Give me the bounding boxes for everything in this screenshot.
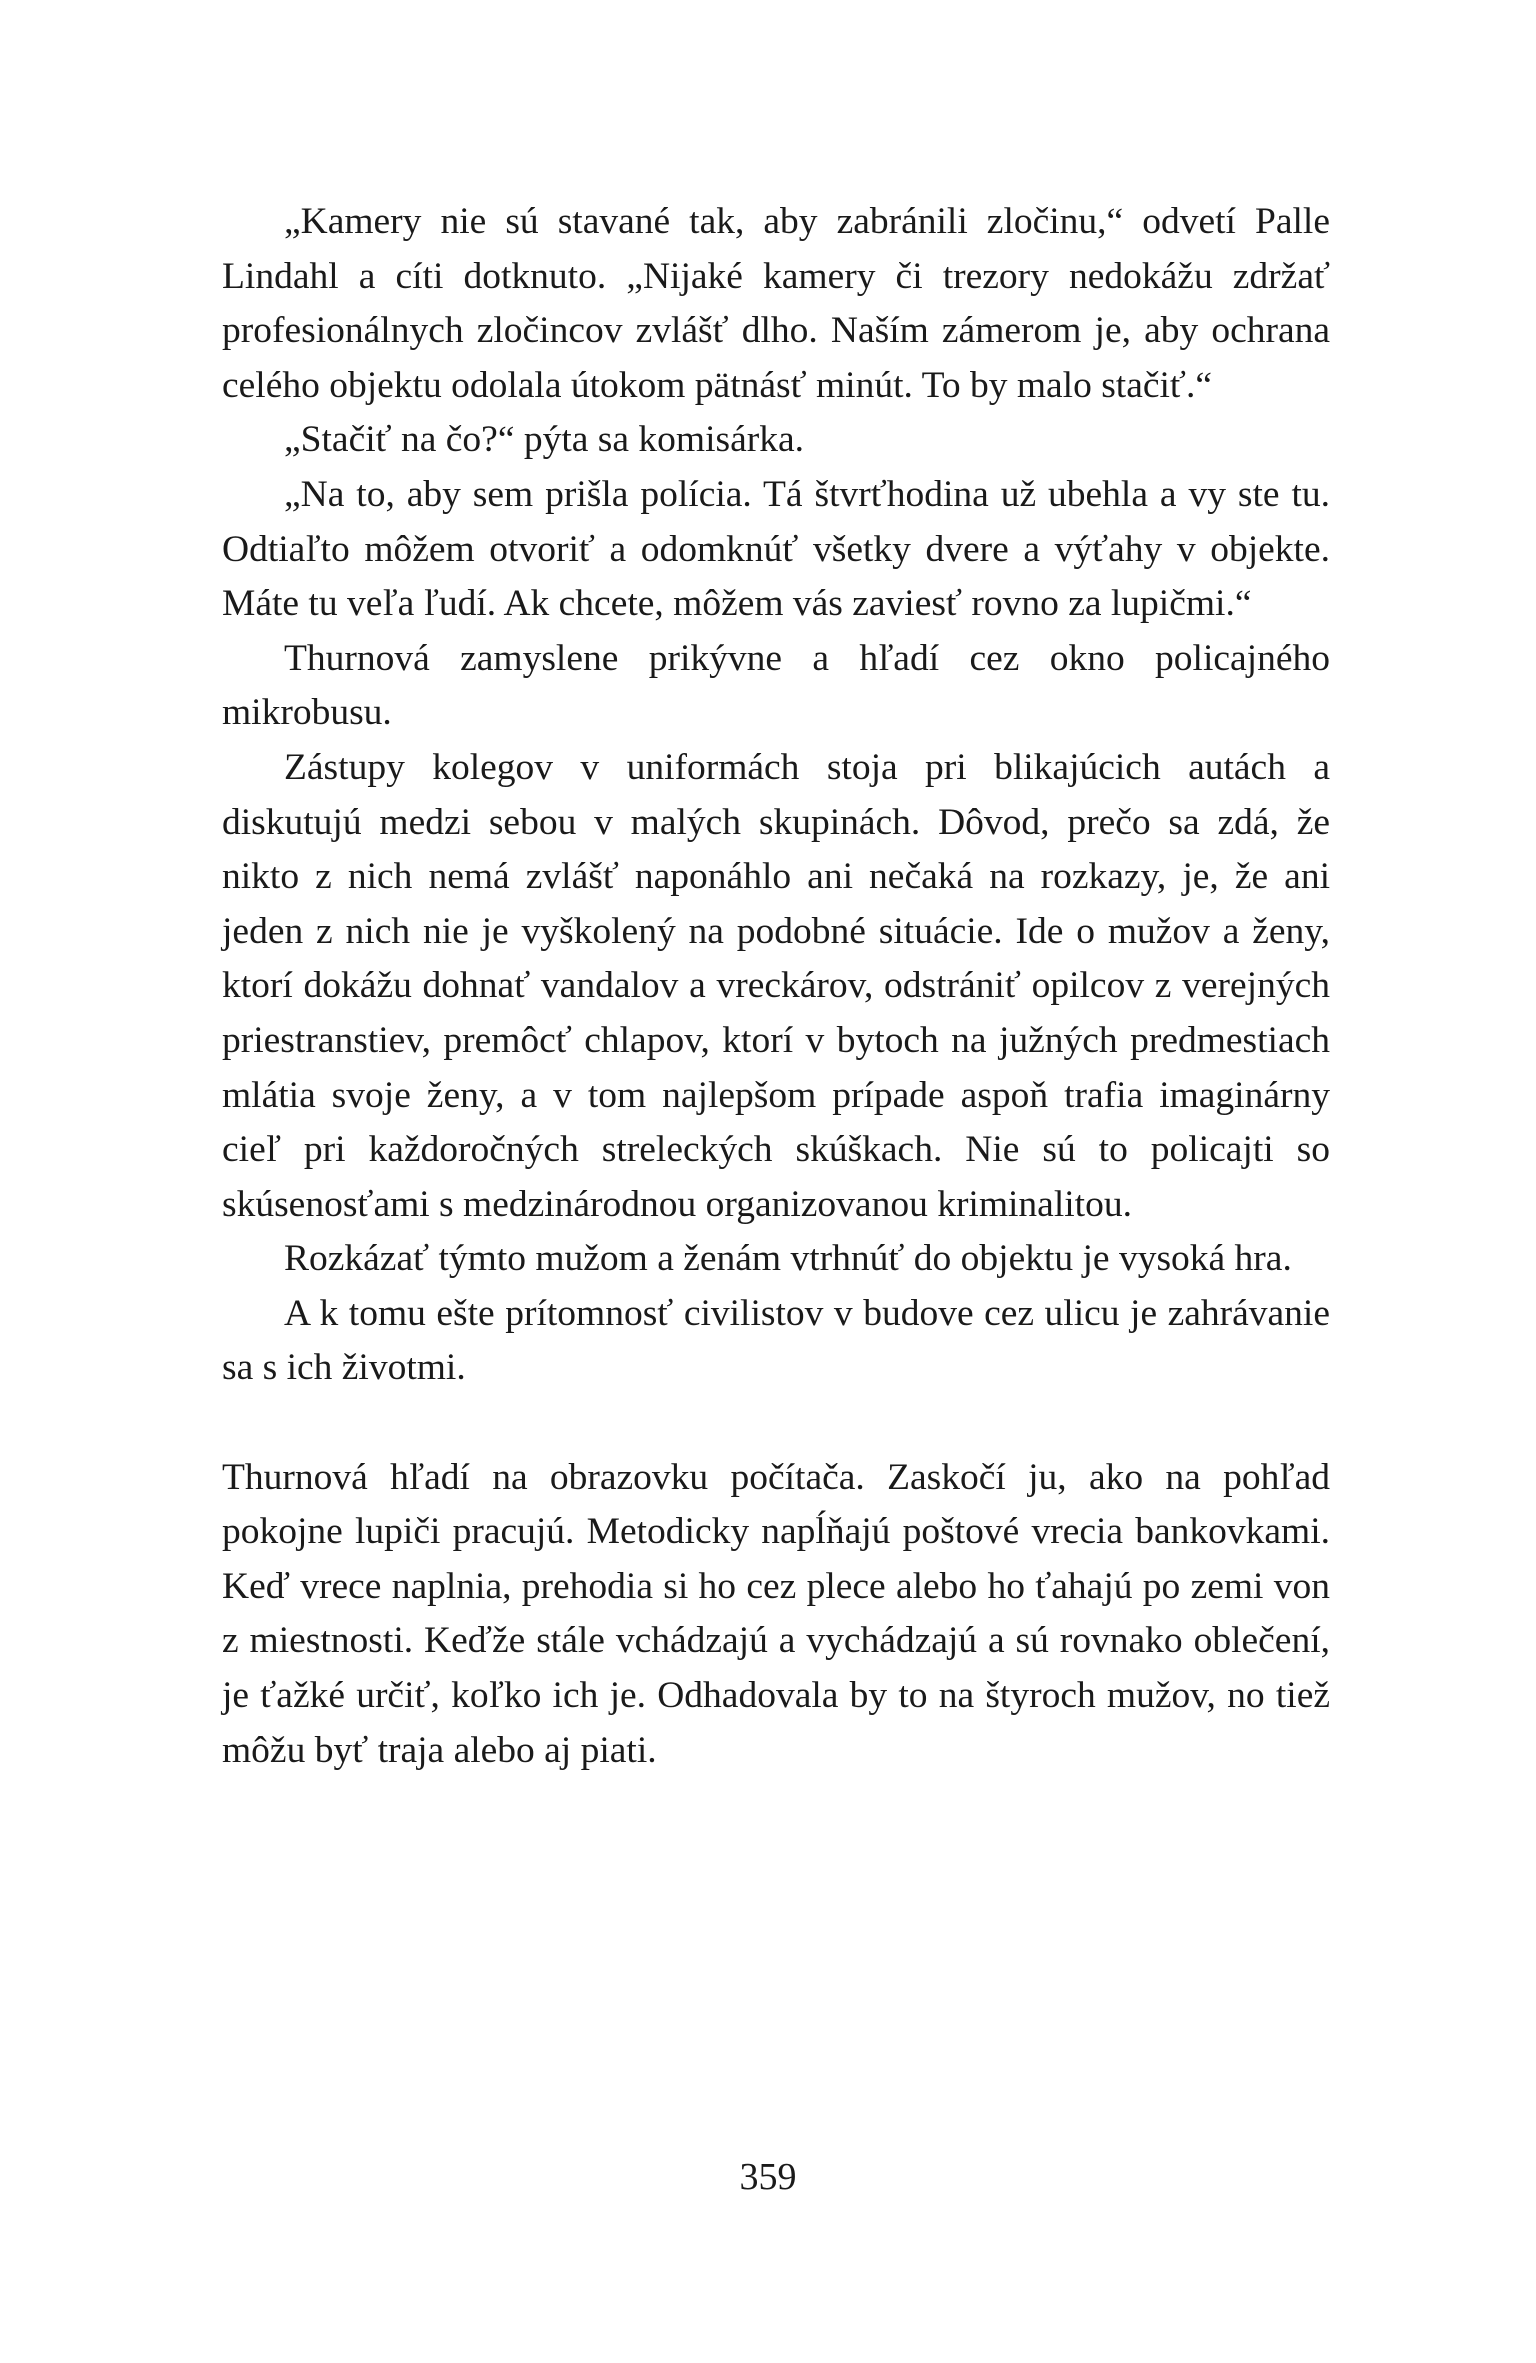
paragraph-5: Zástupy kolegov v uniformách stoja pri blikajúcich autách a diskutujú medzi sebou v malých skupinách. Dôvod, prečo sa zdá, že nikto z nich nemá zvlášť naponáhlo ani nečaká na rozkazy, je, že ani jeden z nich nie je vyškolený na podobné situácie. Ide o mužov a ženy, ktorí dokážu dohnať vandalov a vreckárov, odstrániť opilcov z verejných priestranstiev, premôcť chlapov, ktorí v bytoch na južných predmestiach mlátia svoje ženy, a v tom najlepšom prípade aspoň trafia imaginárny cieľ pri každoročných streleckých skúškach. Nie sú to policajti so skúsenosťami s medzinárodnou organizovanou kriminalitou. <box>222 746 1330 1225</box>
paragraph-2: „Stačiť na čo?“ pýta sa komisárka. <box>284 419 804 461</box>
page-number: 359 <box>739 2156 797 2198</box>
paragraph-6: Rozkázať týmto mužom a ženám vtrhnúť do objektu je vysoká hra. <box>284 1238 1292 1280</box>
paragraph-4: Thurnová zamyslene prikývne a hľadí cez okno policajného mikrobusu. <box>222 637 1330 734</box>
body-text <box>222 195 1330 1778</box>
section-break <box>222 1396 1330 1451</box>
paragraph-1: „Kamery nie sú stavané tak, aby zabránili zločinu,“ odvetí Palle Lindahl a cíti dotknuto. „Nijaké kamery či trezory nedokážu zdržať profesionálnych zločincov zvlášť dlho. Naším zámerom je, aby ochrana celého objektu odolala útokom pätnásť minút. To by malo stačiť.“ <box>222 201 1330 406</box>
paragraph-8: Thurnová hľadí na obrazovku počítača. Zaskočí ju, ako na pohľad pokojne lupiči pracujú. Metodicky napĺňajú poštové vrecia bankovkami. Keď vrece naplnia, prehodia si ho cez plece alebo ho ťahajú po zemi von z miestnosti. Keďže stále vchádzajú a vychádzajú a sú rovnako oblečení, je ťažké určiť, koľko ich je. Odhadovala by to na štyroch mužov, no tiež môžu byť traja alebo aj piati. <box>222 1456 1330 1771</box>
paragraph-3: „Na to, aby sem prišla polícia. Tá štvrťhodina už ubehla a vy ste tu. Odtiaľto môžem otvoriť a odomknúť všetky dvere a výťahy v objekte. Máte tu veľa ľudí. Ak chcete, môžem vás zaviesť rovno za lupičmi.“ <box>222 473 1330 625</box>
paragraph-7: A k tomu ešte prítomnosť civilistov v budove cez ulicu je zahrávanie sa s ich životmi. <box>222 1292 1330 1389</box>
